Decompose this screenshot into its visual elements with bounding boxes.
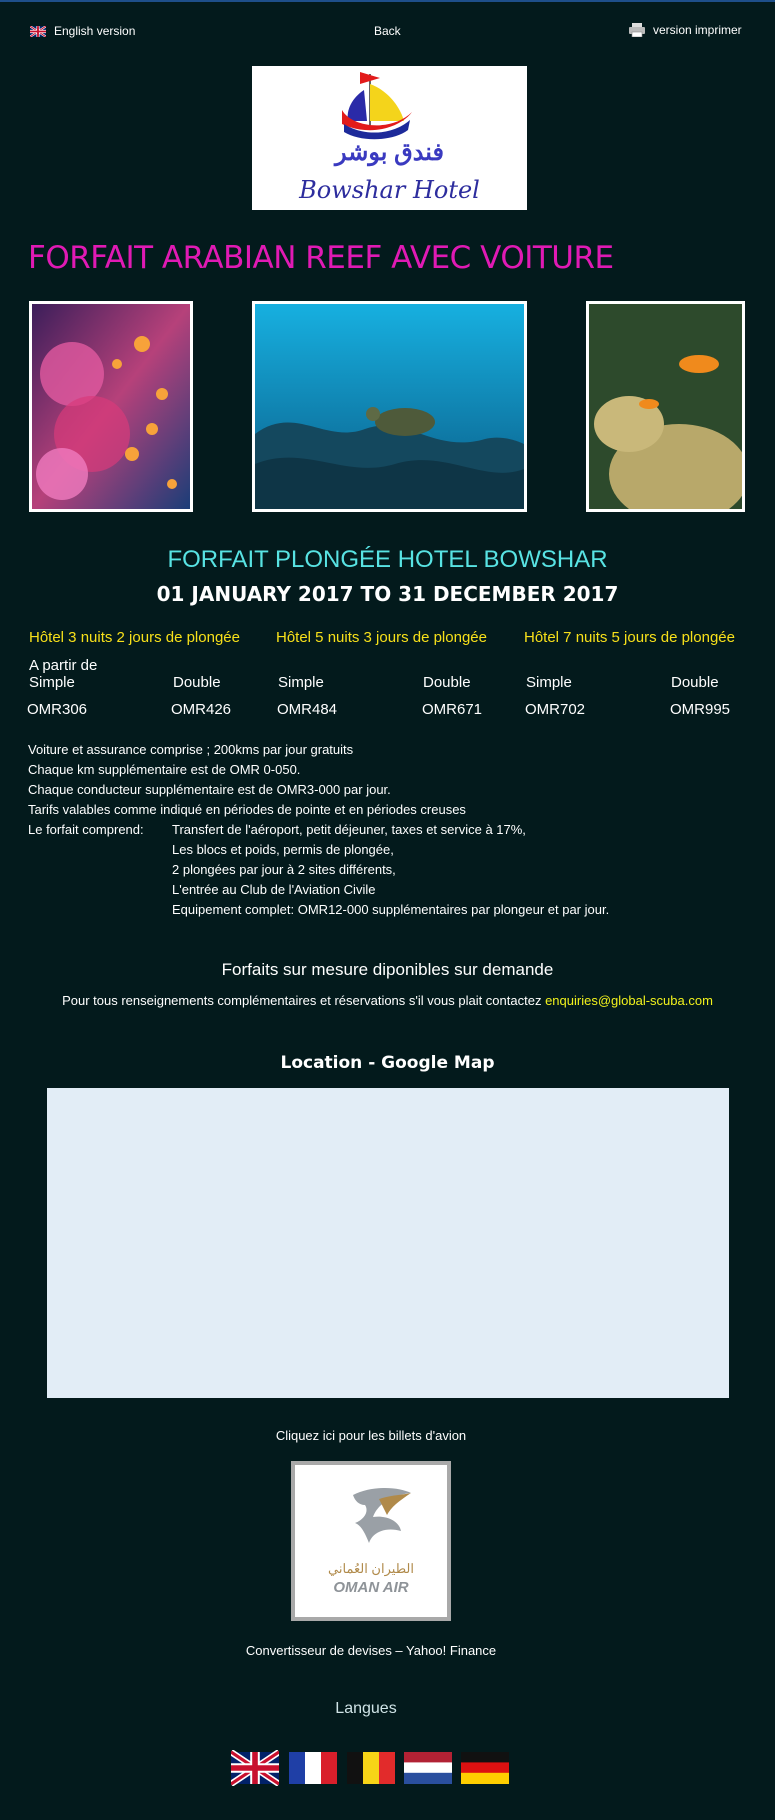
english-version-label: English version xyxy=(54,24,136,38)
logo-arabic-text: فندق بوشر xyxy=(334,139,445,166)
includes-item-1: Transfert de l'aéroport, petit déjeuner, taxes et service à 17%, xyxy=(172,822,526,837)
package-3-simple-label: Simple xyxy=(526,674,572,691)
detail-line-4: Tarifs valables comme indiqué en périodes de pointe et en périodes creuses xyxy=(28,802,466,817)
package-3-double-price: OMR995 xyxy=(670,701,731,718)
photo-coral-reef xyxy=(29,301,193,512)
includes-label: Le forfait comprend: xyxy=(28,822,144,837)
includes-item-2: Les blocs et poids, permis de plongée, xyxy=(172,842,394,857)
detail-line-3: Chaque conducteur supplémentaire est de OMR3-000 par jour. xyxy=(28,782,391,797)
package-1-simple-label: Simple xyxy=(29,674,75,691)
includes-item-5: Equipement complet: OMR12-000 supplémentaires par plongeur et par jour. xyxy=(172,902,610,917)
photo-sea-turtle xyxy=(252,301,527,512)
back-label: Back xyxy=(374,24,401,38)
includes-item-3: 2 plongées par jour à 2 sites différents, xyxy=(172,862,396,877)
photo-clownfish xyxy=(586,301,745,512)
back-link[interactable] xyxy=(374,24,401,38)
belgium-flag-icon[interactable] xyxy=(347,1750,395,1786)
package-1-double-price: OMR426 xyxy=(171,701,232,718)
page-title: FORFAIT ARABIAN REEF AVEC VOITURE xyxy=(28,240,614,276)
package-2-double-price: OMR671 xyxy=(422,701,483,718)
package-title-2: Hôtel 5 nuits 3 jours de plongée xyxy=(276,629,487,646)
package-title-3: Hôtel 7 nuits 5 jours de plongée xyxy=(524,629,735,646)
package-2-double-label: Double xyxy=(423,674,471,691)
package-3-double-label: Double xyxy=(671,674,719,691)
package-1-simple-price: OMR306 xyxy=(27,701,88,718)
detail-line-2: Chaque km supplémentaire est de OMR 0-050. xyxy=(28,762,301,777)
contact-line xyxy=(0,993,775,1008)
package-2-simple-label: Simple xyxy=(278,674,324,691)
google-map-embed[interactable] xyxy=(47,1088,729,1398)
flights-link[interactable]: Cliquez ici pour les billets d'avion xyxy=(275,1428,467,1443)
from-label: A partir de xyxy=(29,657,98,674)
languages-heading: Langues xyxy=(335,1700,397,1717)
includes-item-4: L'entrée au Club de l'Aviation Civile xyxy=(172,882,376,897)
package-title-1: Hôtel 3 nuits 2 jours de plongée xyxy=(29,629,240,646)
detail-line-1: Voiture et assurance comprise ; 200kms par jour gratuits xyxy=(28,742,354,757)
netherlands-flag-icon[interactable] xyxy=(404,1750,452,1786)
package-3-simple-price: OMR702 xyxy=(525,701,586,718)
english-version-link[interactable] xyxy=(30,24,135,38)
print-version-link[interactable] xyxy=(629,23,742,37)
date-range: 01 JANUARY 2017 TO 31 DECEMBER 2017 xyxy=(156,582,619,606)
contact-text: Pour tous renseignements complémentaires et réservations s'il vous plait contactez xyxy=(62,993,542,1008)
uk-flag-icon[interactable] xyxy=(231,1750,279,1786)
currency-converter-link[interactable]: Convertisseur de devises – Yahoo! Finance xyxy=(245,1643,497,1658)
package-2-simple-price: OMR484 xyxy=(277,701,338,718)
custom-packages-heading: Forfaits sur mesure diponibles sur demande xyxy=(221,960,554,979)
package-1-double-label: Double xyxy=(173,674,221,691)
package-subtitle: FORFAIT PLONGÉE HOTEL BOWSHAR xyxy=(167,546,608,573)
contact-email-link[interactable]: enquiries@global-scuba.com xyxy=(545,993,713,1008)
oman-air-logo[interactable] xyxy=(291,1461,451,1621)
france-flag-icon[interactable] xyxy=(289,1750,337,1786)
print-version-label: version imprimer xyxy=(653,23,742,37)
uk-flag-icon xyxy=(30,26,46,37)
oman-air-latin: OMAN AIR xyxy=(333,1579,409,1596)
germany-flag-icon[interactable] xyxy=(461,1750,509,1786)
hotel-logo[interactable] xyxy=(252,66,527,210)
top-accent-line xyxy=(0,0,775,2)
oman-air-arabic: الطيران العُماني xyxy=(328,1561,414,1576)
map-heading: Location - Google Map xyxy=(280,1053,495,1073)
printer-icon xyxy=(629,23,645,37)
logo-latin-text: Bowshar Hotel xyxy=(299,176,480,204)
